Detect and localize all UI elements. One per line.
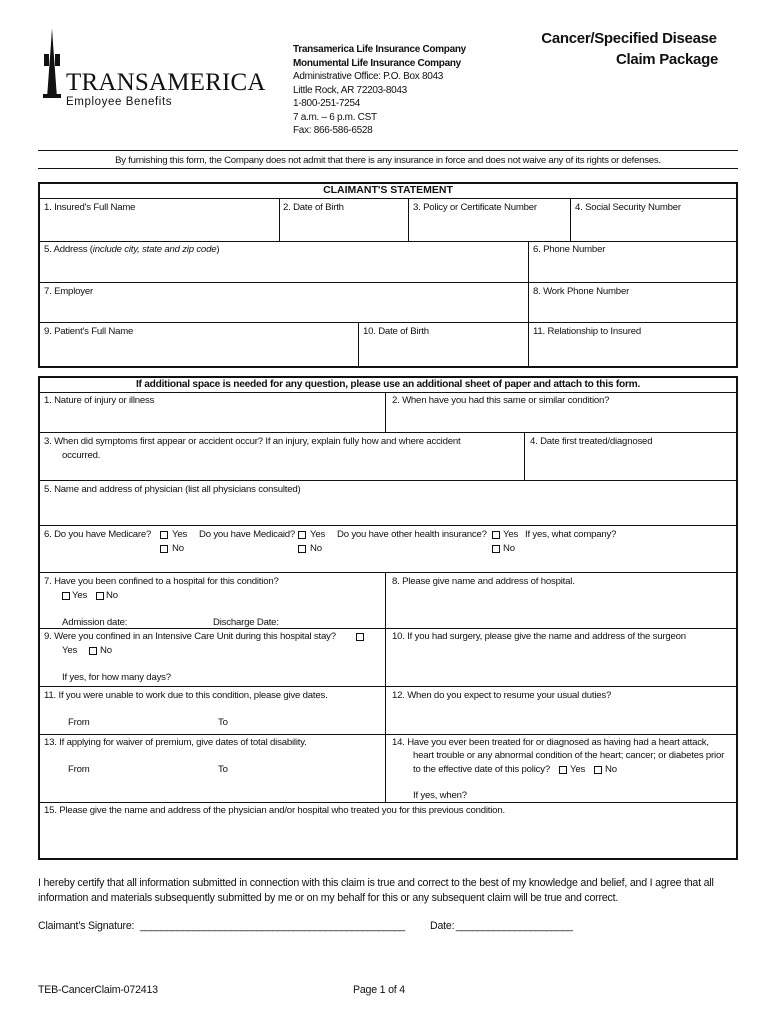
other-insurance-yes-checkbox[interactable] — [492, 531, 500, 539]
q14-no-checkbox[interactable] — [594, 766, 602, 774]
policy-number-field[interactable]: 3. Policy or Certificate Number — [413, 202, 537, 213]
phone-number: 1-800-251-7254 — [293, 98, 360, 109]
questions-title: If additional space is needed for any question, please use an additional sheet of paper and attach to this form. — [135, 379, 641, 390]
q2-similar-condition[interactable]: 2. When have you had this same or similar condition? — [392, 395, 610, 406]
signature-label: Claimant’s Signature: — [38, 920, 135, 932]
q7-yes-label: Yes — [72, 590, 88, 601]
claimant-statement-title: CLAIMANT'S STATEMENT — [323, 184, 453, 196]
q11-from-field[interactable]: From — [68, 717, 90, 728]
relationship-field[interactable]: 11. Relationship to Insured — [533, 326, 642, 337]
date-of-birth-field[interactable]: 2. Date of Birth — [283, 202, 344, 213]
q14-heart-condition-line-2: heart trouble or any abnormal condition of the heart; cancer; or diabetes prior — [413, 750, 725, 761]
form-title-line-1: Cancer/Specified Disease — [541, 30, 717, 47]
ssn-field[interactable]: 4. Social Security Number — [575, 202, 681, 213]
other-insurance-no-checkbox[interactable] — [492, 545, 500, 553]
company-name-2: Monumental Life Insurance Company — [293, 58, 461, 69]
work-phone-field[interactable]: 8. Work Phone Number — [533, 286, 630, 297]
date-label: Date: — [430, 920, 455, 932]
questions-section — [38, 376, 738, 860]
medicaid-yes-checkbox[interactable] — [298, 531, 306, 539]
address-line-1: Administrative Office: P.O. Box 8043 — [293, 71, 444, 82]
patient-name-field[interactable]: 9. Patient's Full Name — [44, 326, 134, 337]
address-field[interactable]: 5. Address (include city, state and zip code) — [44, 244, 220, 255]
q9-icu-confined: 9. Were you confined in an Intensive Care Unit during this hospital stay? — [44, 631, 336, 642]
q13-to-field[interactable]: To — [218, 764, 228, 775]
q10-surgeon-address[interactable]: 10. If you had surgery, please give the name and address of the surgeon — [392, 631, 686, 642]
q6-medicaid-label: Do you have Medicaid? — [199, 529, 296, 540]
certification-line-1: I hereby certify that all information submitted in connection with this claim is true and correct to the best of my knowledge and belief, and I agree that all — [38, 877, 714, 889]
q6-other-insurance-label: Do you have other health insurance? — [337, 529, 487, 540]
q9-yes-label: Yes — [62, 645, 78, 656]
q12-resume-duties[interactable]: 12. When do you expect to resume your usual duties? — [392, 690, 612, 701]
brand-subtitle: Employee Benefits — [66, 96, 173, 108]
q6-company-field[interactable]: If yes, what company? — [525, 529, 617, 540]
q14-when-field[interactable]: If yes, when? — [413, 790, 467, 801]
q14-heart-condition-line-1: 14. Have you ever been treated for or diagnosed as having had a heart attack, — [392, 737, 709, 748]
company-name-1: Transamerica Life Insurance Company — [293, 44, 466, 55]
q15-previous-physician[interactable]: 15. Please give the name and address of the physician and/or hospital who treated you for this previous condition. — [44, 805, 505, 816]
admission-date-field[interactable]: Admission date: — [62, 617, 128, 628]
q4-date-first-treated[interactable]: 4. Date first treated/diagnosed — [530, 436, 653, 447]
q13-waiver-of-premium: 13. If applying for waiver of premium, give dates of total disability. — [44, 737, 307, 748]
office-hours: 7 a.m. – 6 p.m. CST — [293, 112, 377, 123]
discharge-date-field[interactable]: Discharge Date: — [213, 617, 279, 628]
certification-line-2: information and materials subsequently submitted by me or on my behalf for this or any subsequent claim will be true and correct. — [38, 892, 619, 904]
medicaid-no-label: No — [310, 543, 322, 554]
q7-no-checkbox[interactable] — [96, 592, 104, 600]
q11-to-field[interactable]: To — [218, 717, 228, 728]
q5-physician-address[interactable]: 5. Name and address of physician (list all physicians consulted) — [44, 484, 301, 495]
signature-line[interactable]: __________________________________________________ — [140, 920, 405, 932]
insured-name-field[interactable]: 1. Insured's Full Name — [44, 202, 136, 213]
q9-no-checkbox[interactable] — [89, 647, 97, 655]
patient-dob-field[interactable]: 10. Date of Birth — [363, 326, 429, 337]
q8-hospital-address[interactable]: 8. Please give name and address of hospital. — [392, 576, 575, 587]
q6-medicare-label: 6. Do you have Medicare? — [44, 529, 152, 540]
other-insurance-yes-label: Yes — [503, 529, 519, 540]
q14-no-label: No — [605, 764, 617, 775]
medicare-yes-checkbox[interactable] — [160, 531, 168, 539]
q3-symptoms-line-1[interactable]: 3. When did symptoms first appear or accident occur? If an injury, explain fully how and where accident — [44, 436, 461, 447]
brand-name: TRANSAMERICA — [66, 69, 266, 96]
other-insurance-no-label: No — [503, 543, 515, 554]
medicaid-yes-label: Yes — [310, 529, 326, 540]
q1-nature-of-illness[interactable]: 1. Nature of injury or illness — [44, 395, 155, 406]
disclaimer-text: By furnishing this form, the Company does not admit that there is any insurance in force and does not waive any of its rights or defenses. — [115, 155, 661, 166]
page-number: Page 1 of 4 — [353, 984, 405, 996]
transamerica-pyramid-icon — [36, 28, 68, 100]
header-divider — [38, 150, 738, 151]
disclaimer-divider — [38, 168, 738, 169]
fax-number: Fax: 866-586-6528 — [293, 125, 373, 136]
q14-yes-checkbox[interactable] — [559, 766, 567, 774]
q7-yes-checkbox[interactable] — [62, 592, 70, 600]
q14-yes-label: Yes — [570, 764, 586, 775]
address-line-2: Little Rock, AR 72203-8043 — [293, 85, 407, 96]
date-line[interactable]: ______________________ — [456, 920, 573, 932]
form-id: TEB-CancerClaim-072413 — [38, 984, 158, 996]
q7-hospital-confined: 7. Have you been confined to a hospital for this condition? — [44, 576, 279, 587]
employer-field[interactable]: 7. Employer — [44, 286, 93, 297]
q3-symptoms-line-2: occurred. — [62, 450, 101, 461]
phone-number-field[interactable]: 6. Phone Number — [533, 244, 606, 255]
medicare-no-checkbox[interactable] — [160, 545, 168, 553]
form-title-line-2: Claim Package — [616, 51, 718, 68]
q14-heart-condition-line-3: to the effective date of this policy? — [413, 764, 550, 775]
medicare-yes-label: Yes — [172, 529, 188, 540]
q9-no-label: No — [100, 645, 112, 656]
q7-no-label: No — [106, 590, 118, 601]
q11-unable-to-work: 11. If you were unable to work due to this condition, please give dates. — [44, 690, 328, 701]
medicare-no-label: No — [172, 543, 184, 554]
icu-days-field[interactable]: If yes, for how many days? — [62, 672, 171, 683]
q13-from-field[interactable]: From — [68, 764, 90, 775]
q9-yes-checkbox[interactable] — [356, 633, 364, 641]
medicaid-no-checkbox[interactable] — [298, 545, 306, 553]
